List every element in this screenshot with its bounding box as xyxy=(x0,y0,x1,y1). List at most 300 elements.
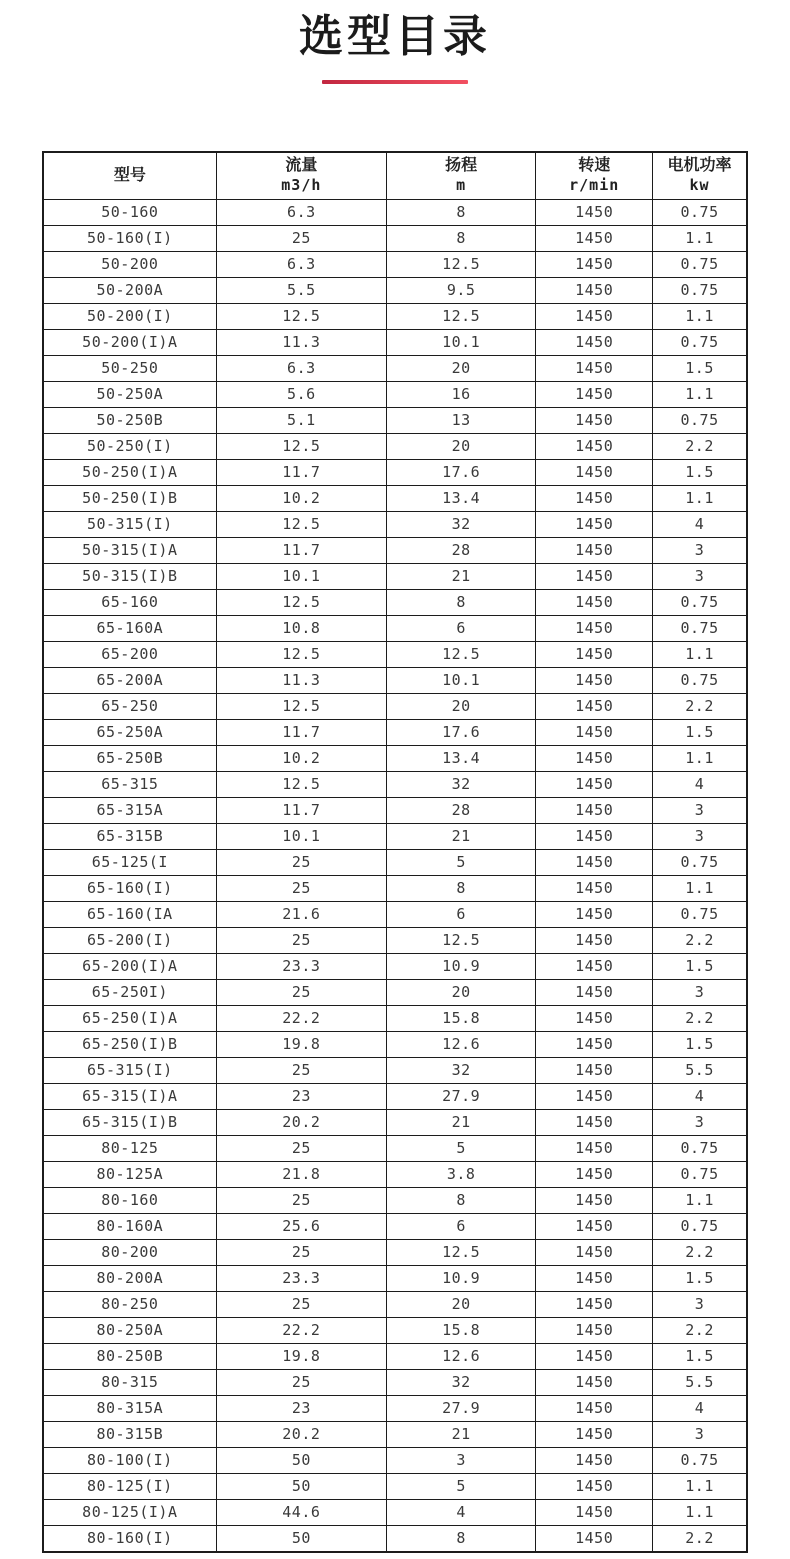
cell-head: 17.6 xyxy=(387,719,536,745)
table-row xyxy=(43,199,747,225)
cell-power: 2.2 xyxy=(653,1005,747,1031)
header-flow-label: 流量 xyxy=(285,157,318,175)
cell-speed: 1450 xyxy=(536,719,653,745)
cell-head: 8 xyxy=(387,875,536,901)
cell-model: 65-200(I)A xyxy=(43,953,216,979)
cell-speed: 1450 xyxy=(536,927,653,953)
cell-power: 5.5 xyxy=(653,1057,747,1083)
cell-power: 1.1 xyxy=(653,875,747,901)
cell-head: 8 xyxy=(387,199,536,225)
cell-speed: 1450 xyxy=(536,1135,653,1161)
cell-speed: 1450 xyxy=(536,1343,653,1369)
cell-model: 50-250(I)B xyxy=(43,485,216,511)
cell-model: 80-315 xyxy=(43,1369,216,1395)
cell-model: 65-315B xyxy=(43,823,216,849)
cell-head: 12.5 xyxy=(387,251,536,277)
table-row xyxy=(43,1265,747,1291)
cell-head: 13 xyxy=(387,407,536,433)
cell-power: 0.75 xyxy=(653,901,747,927)
cell-speed: 1450 xyxy=(536,277,653,303)
cell-flow: 11.7 xyxy=(216,797,386,823)
cell-speed: 1450 xyxy=(536,979,653,1005)
table-row xyxy=(43,277,747,303)
cell-power: 0.75 xyxy=(653,1161,747,1187)
cell-model: 65-125(I xyxy=(43,849,216,875)
cell-speed: 1450 xyxy=(536,1473,653,1499)
cell-speed: 1450 xyxy=(536,355,653,381)
cell-speed: 1450 xyxy=(536,303,653,329)
cell-power: 1.5 xyxy=(653,719,747,745)
cell-head: 21 xyxy=(387,1109,536,1135)
cell-flow: 10.8 xyxy=(216,615,386,641)
cell-head: 12.5 xyxy=(387,1239,536,1265)
table-row xyxy=(43,1395,747,1421)
cell-flow: 25 xyxy=(216,875,386,901)
cell-speed: 1450 xyxy=(536,771,653,797)
cell-head: 6 xyxy=(387,615,536,641)
cell-flow: 10.1 xyxy=(216,823,386,849)
table-row xyxy=(43,953,747,979)
table-row xyxy=(43,407,747,433)
cell-flow: 25.6 xyxy=(216,1213,386,1239)
table-row xyxy=(43,1343,747,1369)
cell-head: 12.5 xyxy=(387,303,536,329)
cell-speed: 1450 xyxy=(536,1187,653,1213)
cell-power: 3 xyxy=(653,797,747,823)
cell-model: 65-200(I) xyxy=(43,927,216,953)
cell-model: 65-250B xyxy=(43,745,216,771)
cell-head: 28 xyxy=(387,797,536,823)
table-row xyxy=(43,1109,747,1135)
table-row xyxy=(43,901,747,927)
cell-power: 4 xyxy=(653,511,747,537)
cell-model: 65-160(IA xyxy=(43,901,216,927)
cell-power: 1.5 xyxy=(653,953,747,979)
cell-flow: 20.2 xyxy=(216,1109,386,1135)
table-row xyxy=(43,433,747,459)
cell-model: 80-250 xyxy=(43,1291,216,1317)
table-row xyxy=(43,251,747,277)
cell-flow: 25 xyxy=(216,1187,386,1213)
cell-flow: 11.3 xyxy=(216,667,386,693)
cell-head: 21 xyxy=(387,1421,536,1447)
cell-flow: 6.3 xyxy=(216,355,386,381)
cell-speed: 1450 xyxy=(536,485,653,511)
cell-power: 2.2 xyxy=(653,1239,747,1265)
cell-power: 2.2 xyxy=(653,693,747,719)
table-row xyxy=(43,537,747,563)
cell-flow: 25 xyxy=(216,225,386,251)
cell-head: 8 xyxy=(387,1525,536,1552)
cell-head: 6 xyxy=(387,901,536,927)
table-row xyxy=(43,719,747,745)
cell-speed: 1450 xyxy=(536,589,653,615)
table-row xyxy=(43,563,747,589)
cell-flow: 23.3 xyxy=(216,1265,386,1291)
cell-power: 1.5 xyxy=(653,1265,747,1291)
table-row xyxy=(43,1499,747,1525)
cell-speed: 1450 xyxy=(536,849,653,875)
cell-head: 20 xyxy=(387,355,536,381)
cell-head: 5 xyxy=(387,1473,536,1499)
cell-head: 21 xyxy=(387,823,536,849)
cell-power: 1.1 xyxy=(653,1499,747,1525)
cell-model: 80-315A xyxy=(43,1395,216,1421)
cell-speed: 1450 xyxy=(536,1239,653,1265)
table-row xyxy=(43,1161,747,1187)
cell-model: 80-125(I) xyxy=(43,1473,216,1499)
cell-power: 4 xyxy=(653,771,747,797)
cell-head: 5 xyxy=(387,1135,536,1161)
cell-speed: 1450 xyxy=(536,433,653,459)
cell-power: 1.5 xyxy=(653,459,747,485)
cell-head: 13.4 xyxy=(387,745,536,771)
cell-power: 0.75 xyxy=(653,199,747,225)
cell-speed: 1450 xyxy=(536,1005,653,1031)
cell-speed: 1450 xyxy=(536,1421,653,1447)
table-row xyxy=(43,849,747,875)
cell-flow: 23 xyxy=(216,1395,386,1421)
cell-head: 32 xyxy=(387,1057,536,1083)
table-row xyxy=(43,1135,747,1161)
cell-power: 0.75 xyxy=(653,1447,747,1473)
cell-speed: 1450 xyxy=(536,407,653,433)
table-header xyxy=(43,152,747,200)
cell-head: 32 xyxy=(387,511,536,537)
cell-head: 10.1 xyxy=(387,667,536,693)
table-row xyxy=(43,589,747,615)
cell-flow: 12.5 xyxy=(216,771,386,797)
cell-flow: 10.1 xyxy=(216,563,386,589)
cell-head: 3 xyxy=(387,1447,536,1473)
cell-power: 3 xyxy=(653,537,747,563)
cell-power: 1.1 xyxy=(653,225,747,251)
cell-speed: 1450 xyxy=(536,1317,653,1343)
cell-speed: 1450 xyxy=(536,693,653,719)
cell-flow: 12.5 xyxy=(216,693,386,719)
cell-power: 0.75 xyxy=(653,1135,747,1161)
cell-model: 50-250A xyxy=(43,381,216,407)
cell-head: 17.6 xyxy=(387,459,536,485)
cell-model: 80-160A xyxy=(43,1213,216,1239)
cell-head: 10.1 xyxy=(387,329,536,355)
cell-power: 0.75 xyxy=(653,849,747,875)
header-head-label: 扬程 xyxy=(445,157,478,175)
cell-model: 50-315(I)A xyxy=(43,537,216,563)
cell-power: 3 xyxy=(653,1109,747,1135)
table-row xyxy=(43,355,747,381)
cell-flow: 50 xyxy=(216,1525,386,1552)
cell-model: 50-250(I) xyxy=(43,433,216,459)
cell-power: 0.75 xyxy=(653,589,747,615)
header-model-label: 型号 xyxy=(113,166,146,184)
cell-speed: 1450 xyxy=(536,251,653,277)
cell-speed: 1450 xyxy=(536,667,653,693)
cell-flow: 20.2 xyxy=(216,1421,386,1447)
cell-flow: 5.5 xyxy=(216,277,386,303)
cell-speed: 1450 xyxy=(536,537,653,563)
table-row xyxy=(43,927,747,953)
cell-power: 1.1 xyxy=(653,485,747,511)
cell-power: 0.75 xyxy=(653,277,747,303)
cell-flow: 5.1 xyxy=(216,407,386,433)
cell-power: 1.1 xyxy=(653,1473,747,1499)
header-power xyxy=(653,152,747,200)
cell-flow: 10.2 xyxy=(216,485,386,511)
cell-head: 8 xyxy=(387,225,536,251)
cell-flow: 44.6 xyxy=(216,1499,386,1525)
cell-head: 8 xyxy=(387,589,536,615)
cell-flow: 19.8 xyxy=(216,1343,386,1369)
table-row xyxy=(43,641,747,667)
cell-head: 32 xyxy=(387,771,536,797)
table-row xyxy=(43,1213,747,1239)
cell-head: 12.6 xyxy=(387,1343,536,1369)
header-speed-unit: r/min xyxy=(569,176,620,195)
cell-speed: 1450 xyxy=(536,875,653,901)
cell-flow: 21.8 xyxy=(216,1161,386,1187)
selection-table xyxy=(42,151,748,1553)
cell-model: 65-160 xyxy=(43,589,216,615)
cell-model: 65-315(I)A xyxy=(43,1083,216,1109)
cell-flow: 12.5 xyxy=(216,641,386,667)
cell-flow: 11.7 xyxy=(216,537,386,563)
cell-model: 80-160(I) xyxy=(43,1525,216,1552)
cell-head: 12.5 xyxy=(387,927,536,953)
table-row xyxy=(43,1369,747,1395)
cell-flow: 50 xyxy=(216,1473,386,1499)
cell-model: 50-315(I)B xyxy=(43,563,216,589)
table-body xyxy=(43,199,747,1552)
cell-model: 65-250 xyxy=(43,693,216,719)
cell-head: 21 xyxy=(387,563,536,589)
title-divider xyxy=(322,80,468,84)
cell-speed: 1450 xyxy=(536,1031,653,1057)
cell-model: 65-250(I)B xyxy=(43,1031,216,1057)
table-row xyxy=(43,225,747,251)
table-row xyxy=(43,667,747,693)
cell-speed: 1450 xyxy=(536,563,653,589)
table-row xyxy=(43,1057,747,1083)
cell-model: 65-315(I) xyxy=(43,1057,216,1083)
cell-power: 4 xyxy=(653,1083,747,1109)
table-row xyxy=(43,1031,747,1057)
cell-speed: 1450 xyxy=(536,225,653,251)
cell-power: 1.1 xyxy=(653,303,747,329)
cell-model: 50-250(I)A xyxy=(43,459,216,485)
table-row xyxy=(43,1317,747,1343)
cell-model: 50-200(I)A xyxy=(43,329,216,355)
cell-power: 1.1 xyxy=(653,641,747,667)
cell-speed: 1450 xyxy=(536,823,653,849)
cell-model: 65-160(I) xyxy=(43,875,216,901)
cell-model: 65-315(I)B xyxy=(43,1109,216,1135)
cell-flow: 23.3 xyxy=(216,953,386,979)
table-row xyxy=(43,1473,747,1499)
cell-head: 4 xyxy=(387,1499,536,1525)
cell-power: 0.75 xyxy=(653,329,747,355)
cell-speed: 1450 xyxy=(536,745,653,771)
table-row xyxy=(43,693,747,719)
cell-head: 15.8 xyxy=(387,1317,536,1343)
cell-power: 5.5 xyxy=(653,1369,747,1395)
cell-power: 2.2 xyxy=(653,1525,747,1552)
cell-flow: 12.5 xyxy=(216,303,386,329)
header-head-unit: m xyxy=(456,176,467,195)
cell-power: 1.1 xyxy=(653,381,747,407)
cell-flow: 25 xyxy=(216,1291,386,1317)
cell-model: 65-250A xyxy=(43,719,216,745)
cell-speed: 1450 xyxy=(536,329,653,355)
cell-model: 50-250 xyxy=(43,355,216,381)
header-flow xyxy=(216,152,386,200)
cell-head: 6 xyxy=(387,1213,536,1239)
cell-head: 32 xyxy=(387,1369,536,1395)
table-row xyxy=(43,329,747,355)
cell-head: 12.6 xyxy=(387,1031,536,1057)
cell-model: 50-200(I) xyxy=(43,303,216,329)
cell-power: 2.2 xyxy=(653,927,747,953)
table-header-row xyxy=(43,152,747,200)
header-head xyxy=(387,152,536,200)
cell-power: 3 xyxy=(653,1421,747,1447)
cell-power: 1.5 xyxy=(653,355,747,381)
table-row xyxy=(43,745,747,771)
cell-flow: 6.3 xyxy=(216,199,386,225)
cell-power: 0.75 xyxy=(653,667,747,693)
cell-speed: 1450 xyxy=(536,641,653,667)
table-row xyxy=(43,1525,747,1552)
cell-speed: 1450 xyxy=(536,797,653,823)
cell-flow: 25 xyxy=(216,1057,386,1083)
cell-flow: 11.3 xyxy=(216,329,386,355)
table-row xyxy=(43,875,747,901)
cell-speed: 1450 xyxy=(536,381,653,407)
table-row xyxy=(43,485,747,511)
cell-head: 27.9 xyxy=(387,1083,536,1109)
cell-model: 65-250I) xyxy=(43,979,216,1005)
cell-speed: 1450 xyxy=(536,1083,653,1109)
table-row xyxy=(43,1421,747,1447)
cell-head: 3.8 xyxy=(387,1161,536,1187)
cell-head: 28 xyxy=(387,537,536,563)
table-row xyxy=(43,615,747,641)
cell-model: 65-200A xyxy=(43,667,216,693)
cell-head: 20 xyxy=(387,693,536,719)
cell-flow: 10.2 xyxy=(216,745,386,771)
cell-model: 50-160(I) xyxy=(43,225,216,251)
cell-head: 20 xyxy=(387,979,536,1005)
cell-head: 20 xyxy=(387,433,536,459)
table-row xyxy=(43,1447,747,1473)
cell-flow: 21.6 xyxy=(216,901,386,927)
cell-speed: 1450 xyxy=(536,1109,653,1135)
cell-model: 50-160 xyxy=(43,199,216,225)
table-row xyxy=(43,1083,747,1109)
cell-flow: 25 xyxy=(216,1369,386,1395)
table-row xyxy=(43,381,747,407)
table-row xyxy=(43,823,747,849)
header-power-label: 电机功率 xyxy=(667,157,732,175)
cell-model: 65-160A xyxy=(43,615,216,641)
cell-speed: 1450 xyxy=(536,199,653,225)
cell-flow: 25 xyxy=(216,1135,386,1161)
cell-power: 0.75 xyxy=(653,251,747,277)
cell-head: 16 xyxy=(387,381,536,407)
table-row xyxy=(43,459,747,485)
cell-flow: 12.5 xyxy=(216,511,386,537)
header-speed xyxy=(536,152,653,200)
cell-power: 0.75 xyxy=(653,615,747,641)
cell-flow: 11.7 xyxy=(216,719,386,745)
cell-power: 3 xyxy=(653,1291,747,1317)
header-speed-label: 转速 xyxy=(578,157,611,175)
cell-speed: 1450 xyxy=(536,1447,653,1473)
cell-speed: 1450 xyxy=(536,459,653,485)
cell-head: 13.4 xyxy=(387,485,536,511)
cell-head: 8 xyxy=(387,1187,536,1213)
cell-flow: 5.6 xyxy=(216,381,386,407)
cell-power: 1.1 xyxy=(653,745,747,771)
cell-speed: 1450 xyxy=(536,1213,653,1239)
cell-model: 65-250(I)A xyxy=(43,1005,216,1031)
cell-head: 5 xyxy=(387,849,536,875)
cell-head: 10.9 xyxy=(387,953,536,979)
cell-power: 0.75 xyxy=(653,407,747,433)
cell-flow: 22.2 xyxy=(216,1005,386,1031)
cell-flow: 19.8 xyxy=(216,1031,386,1057)
cell-flow: 25 xyxy=(216,1239,386,1265)
header-model xyxy=(43,152,216,200)
cell-power: 3 xyxy=(653,979,747,1005)
cell-flow: 6.3 xyxy=(216,251,386,277)
cell-head: 12.5 xyxy=(387,641,536,667)
cell-power: 3 xyxy=(653,563,747,589)
cell-model: 80-250A xyxy=(43,1317,216,1343)
table-row xyxy=(43,511,747,537)
table-row xyxy=(43,1239,747,1265)
cell-model: 80-250B xyxy=(43,1343,216,1369)
header-flow-unit: m3/h xyxy=(281,176,322,195)
table-row xyxy=(43,771,747,797)
cell-speed: 1450 xyxy=(536,1369,653,1395)
table-row xyxy=(43,303,747,329)
cell-model: 80-100(I) xyxy=(43,1447,216,1473)
cell-power: 1.1 xyxy=(653,1187,747,1213)
cell-model: 80-125 xyxy=(43,1135,216,1161)
cell-flow: 23 xyxy=(216,1083,386,1109)
cell-speed: 1450 xyxy=(536,1525,653,1552)
cell-model: 80-125(I)A xyxy=(43,1499,216,1525)
table-row xyxy=(43,1005,747,1031)
cell-speed: 1450 xyxy=(536,1057,653,1083)
cell-power: 0.75 xyxy=(653,1213,747,1239)
cell-model: 50-200 xyxy=(43,251,216,277)
cell-speed: 1450 xyxy=(536,1499,653,1525)
cell-model: 65-315A xyxy=(43,797,216,823)
cell-flow: 25 xyxy=(216,927,386,953)
cell-speed: 1450 xyxy=(536,1265,653,1291)
cell-power: 4 xyxy=(653,1395,747,1421)
cell-speed: 1450 xyxy=(536,953,653,979)
cell-power: 2.2 xyxy=(653,433,747,459)
cell-speed: 1450 xyxy=(536,1395,653,1421)
cell-head: 9.5 xyxy=(387,277,536,303)
cell-flow: 11.7 xyxy=(216,459,386,485)
cell-model: 80-200 xyxy=(43,1239,216,1265)
cell-model: 80-125A xyxy=(43,1161,216,1187)
cell-model: 50-315(I) xyxy=(43,511,216,537)
